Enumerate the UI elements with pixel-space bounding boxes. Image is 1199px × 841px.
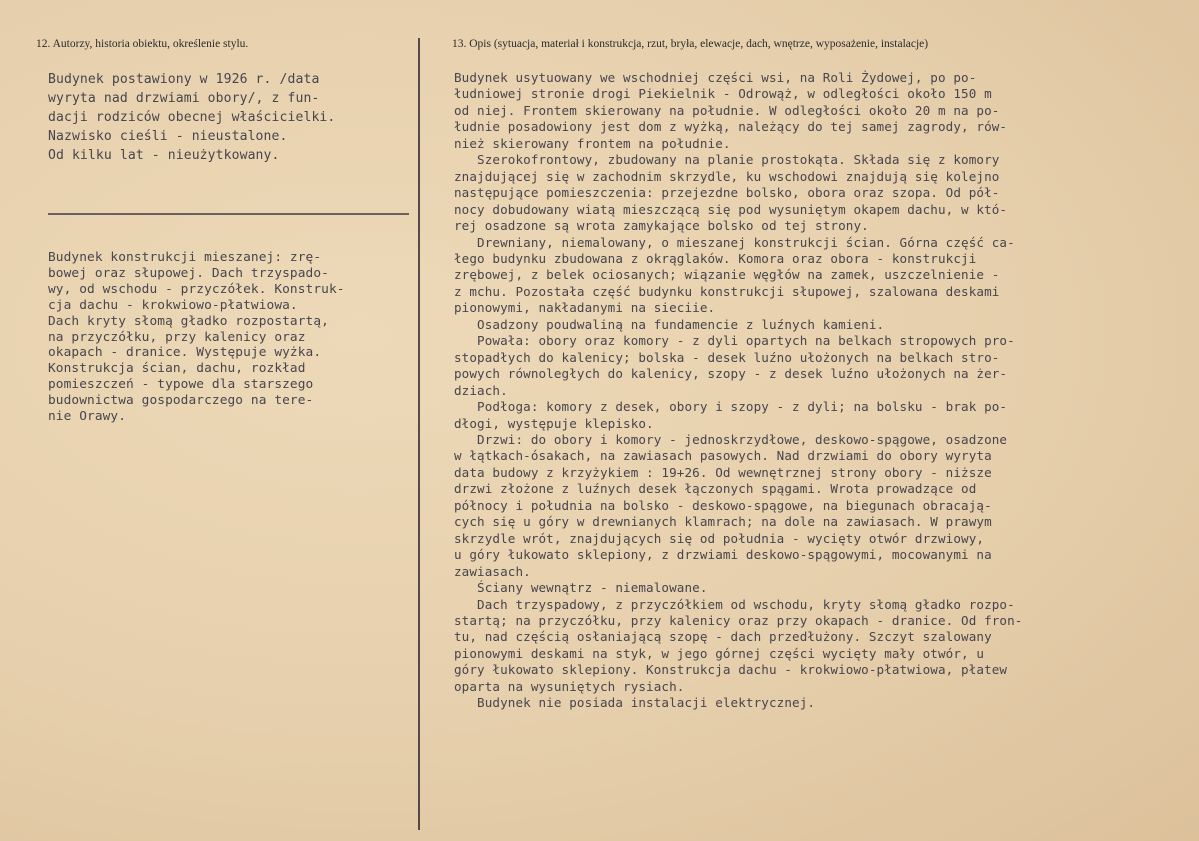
text-line: w łątkach-ósakach, na zawiasach pasowych. Nad drzwiami do obory wyryta bbox=[454, 448, 992, 464]
text-line: tu, nad częścią osłaniającą szopę - dach przedłużony. Szczyt szalowany bbox=[454, 629, 992, 645]
text-line: łudniowej stronie drogi Piekielnik - Odrowąż, w odległości około 150 m bbox=[454, 86, 992, 102]
text-line: startą; na przyczółku, przy kalenicy oraz przy okapach - dranice. Od fron- bbox=[454, 612, 1023, 628]
text-line: z mchu. Pozostała część budynku konstrukcji słupowej, szalowana deskami bbox=[454, 283, 1000, 299]
description-text bbox=[454, 70, 1022, 712]
text-line: pionowymi, nakładanymi na sieciie. bbox=[454, 300, 716, 316]
text-line: cych się u góry w drewnianych klamrach; na dole na zawiasach. W prawym bbox=[454, 514, 992, 530]
text-line: na przyczółku, przy kalenicy oraz bbox=[48, 329, 306, 345]
text-line: okapach - dranice. Występuje wyżka. bbox=[48, 345, 322, 361]
text-line: północy i południa na bolsko - deskowo-spągowe, na biegunach obracają- bbox=[454, 497, 992, 513]
text-line: wy, od wschodu - przyczółek. Konstruk- bbox=[48, 281, 345, 297]
text-line: od niej. Frontem skierowany na południe. W odległości około 20 m na po- bbox=[454, 102, 1000, 118]
text-line: Szerokofrontowy, zbudowany na planie prostokąta. Składa się z komory bbox=[454, 152, 1000, 168]
text-line: drzwi złożone z luźnych desek łączonych spągami. Wrota prowadzące od bbox=[454, 481, 977, 497]
text-line: góry łukowato sklepiony. Konstrukcja dachu - krokwiowo-płatwiowa, płatew bbox=[454, 662, 1008, 678]
text-line: u góry łukowato sklepiony, z drzwiami deskowo-spągowymi, mocowanymi na bbox=[454, 547, 992, 563]
text-line: łego budynku zbudowana z okrąglaków. Komora oraz obora - konstrukcji bbox=[454, 250, 977, 266]
section-13-header: 13. Opis (sytuacja, materiał i konstrukcja, rzut, bryła, elewacje, dach, wnętrze, wyposażenie, instalacje) bbox=[452, 38, 929, 50]
text-line: Dach kryty słomą gładko rozpostartą, bbox=[48, 313, 329, 329]
text-line: pomieszczeń - typowe dla starszego bbox=[48, 377, 314, 393]
text-line: rej osadzone są wrota zamykające bolsko od tej strony. bbox=[454, 218, 869, 234]
text-line: dacji rodziców obecnej właścicielki. bbox=[48, 110, 336, 125]
text-line: skrzydle wrót, znajdujących się od południa - wycięty otwór drzwiowy, bbox=[454, 530, 985, 546]
text-line: znajdującej się w zachodnim skrzydle, ku wschodowi znajdują się kolejno bbox=[454, 168, 1000, 184]
text-line: bowej oraz słupowej. Dach trzyspado- bbox=[48, 265, 329, 281]
section-12-header: 12. Autorzy, historia obiektu, określenie stylu. bbox=[36, 38, 249, 50]
text-line: zrębowej, z belek ociosanych; wiązanie węgłów na zamek, uszczelnienie - bbox=[454, 267, 1000, 283]
text-line: dziach. bbox=[454, 382, 508, 398]
text-line: nież skierowany frontem na południe. bbox=[454, 135, 731, 151]
text-line: Ściany wewnątrz - niemalowane. bbox=[454, 580, 708, 596]
text-line: data budowy z krzyżykiem : 19+26. Od wewnętrznej strony obory - niższe bbox=[454, 464, 992, 480]
text-line: budownictwa gospodarczego na tere- bbox=[48, 393, 314, 409]
text-line: następujące pomieszczenia: przejezdne bolsko, obora oraz szopa. Od pół- bbox=[454, 185, 1000, 201]
text-line: oparta na wysuniętych rysiach. bbox=[454, 678, 685, 694]
text-line: Drzwi: do obory i komory - jednoskrzydłowe, deskowo-spągowe, osadzone bbox=[454, 431, 1008, 447]
text-line: Podłoga: komory z desek, obory i szopy - z dyli; na bolsku - brak po- bbox=[454, 399, 1008, 415]
text-line: Budynek konstrukcji mieszanej: zrę- bbox=[48, 250, 322, 265]
column-divider bbox=[418, 38, 420, 830]
text-line: Konstrukcja ścian, dachu, rozkład bbox=[48, 361, 306, 377]
text-line: Budynek nie posiada instalacji elektrycznej. bbox=[454, 695, 816, 711]
left-horizontal-rule bbox=[48, 213, 409, 215]
text-line: Dach trzyspadowy, z przyczółkiem od wschodu, kryty słomą gładko rozpo- bbox=[454, 596, 1015, 612]
text-line: wyryta nad drzwiami obory/, z fun- bbox=[48, 91, 320, 106]
style-text bbox=[48, 250, 345, 425]
text-line: nocy dobudowany wiatą mieszczącą się pod wysuniętym okapem dachu, w któ- bbox=[454, 201, 1008, 217]
text-line: łudnie posadowiony jest dom z wyżką, należący do tej samej zagrody, rów- bbox=[454, 119, 1008, 135]
text-line: pionowymi deskami na styk, w jego górnej części wycięty mały otwór, u bbox=[454, 645, 985, 661]
text-line: zawiasach. bbox=[454, 563, 531, 579]
text-line: Drewniany, niemalowany, o mieszanej konstrukcji ścian. Górna część ca- bbox=[454, 234, 1015, 250]
text-line: Budynek postawiony w 1926 r. /data bbox=[48, 72, 320, 87]
text-line: dłogi, występuje klepisko. bbox=[454, 415, 654, 431]
text-line: cja dachu - krokwiowo-płatwiowa. bbox=[48, 297, 298, 313]
text-line: Od kilku lat - nieużytkowany. bbox=[48, 148, 280, 163]
text-line: Nazwisko cieśli - nieustalone. bbox=[48, 129, 288, 144]
text-line: powych równoległych do kalenicy, szopy - z desek luźno ułożonych na żer- bbox=[454, 366, 1008, 382]
text-line: Budynek usytuowany we wschodniej części wsi, na Roli Żydowej, po po- bbox=[454, 70, 977, 85]
text-line: Powała: obory oraz komory - z dyli opartych na belkach stropowych pro- bbox=[454, 333, 1015, 349]
text-line: stopadłych do kalenicy; bolska - desek luźno ułożonych na belkach stro- bbox=[454, 349, 1000, 365]
history-text bbox=[48, 70, 335, 165]
text-line: Osadzony poudwaliną na fundamencie z luźnych kamieni. bbox=[454, 316, 885, 332]
text-line: nie Orawy. bbox=[48, 409, 127, 425]
